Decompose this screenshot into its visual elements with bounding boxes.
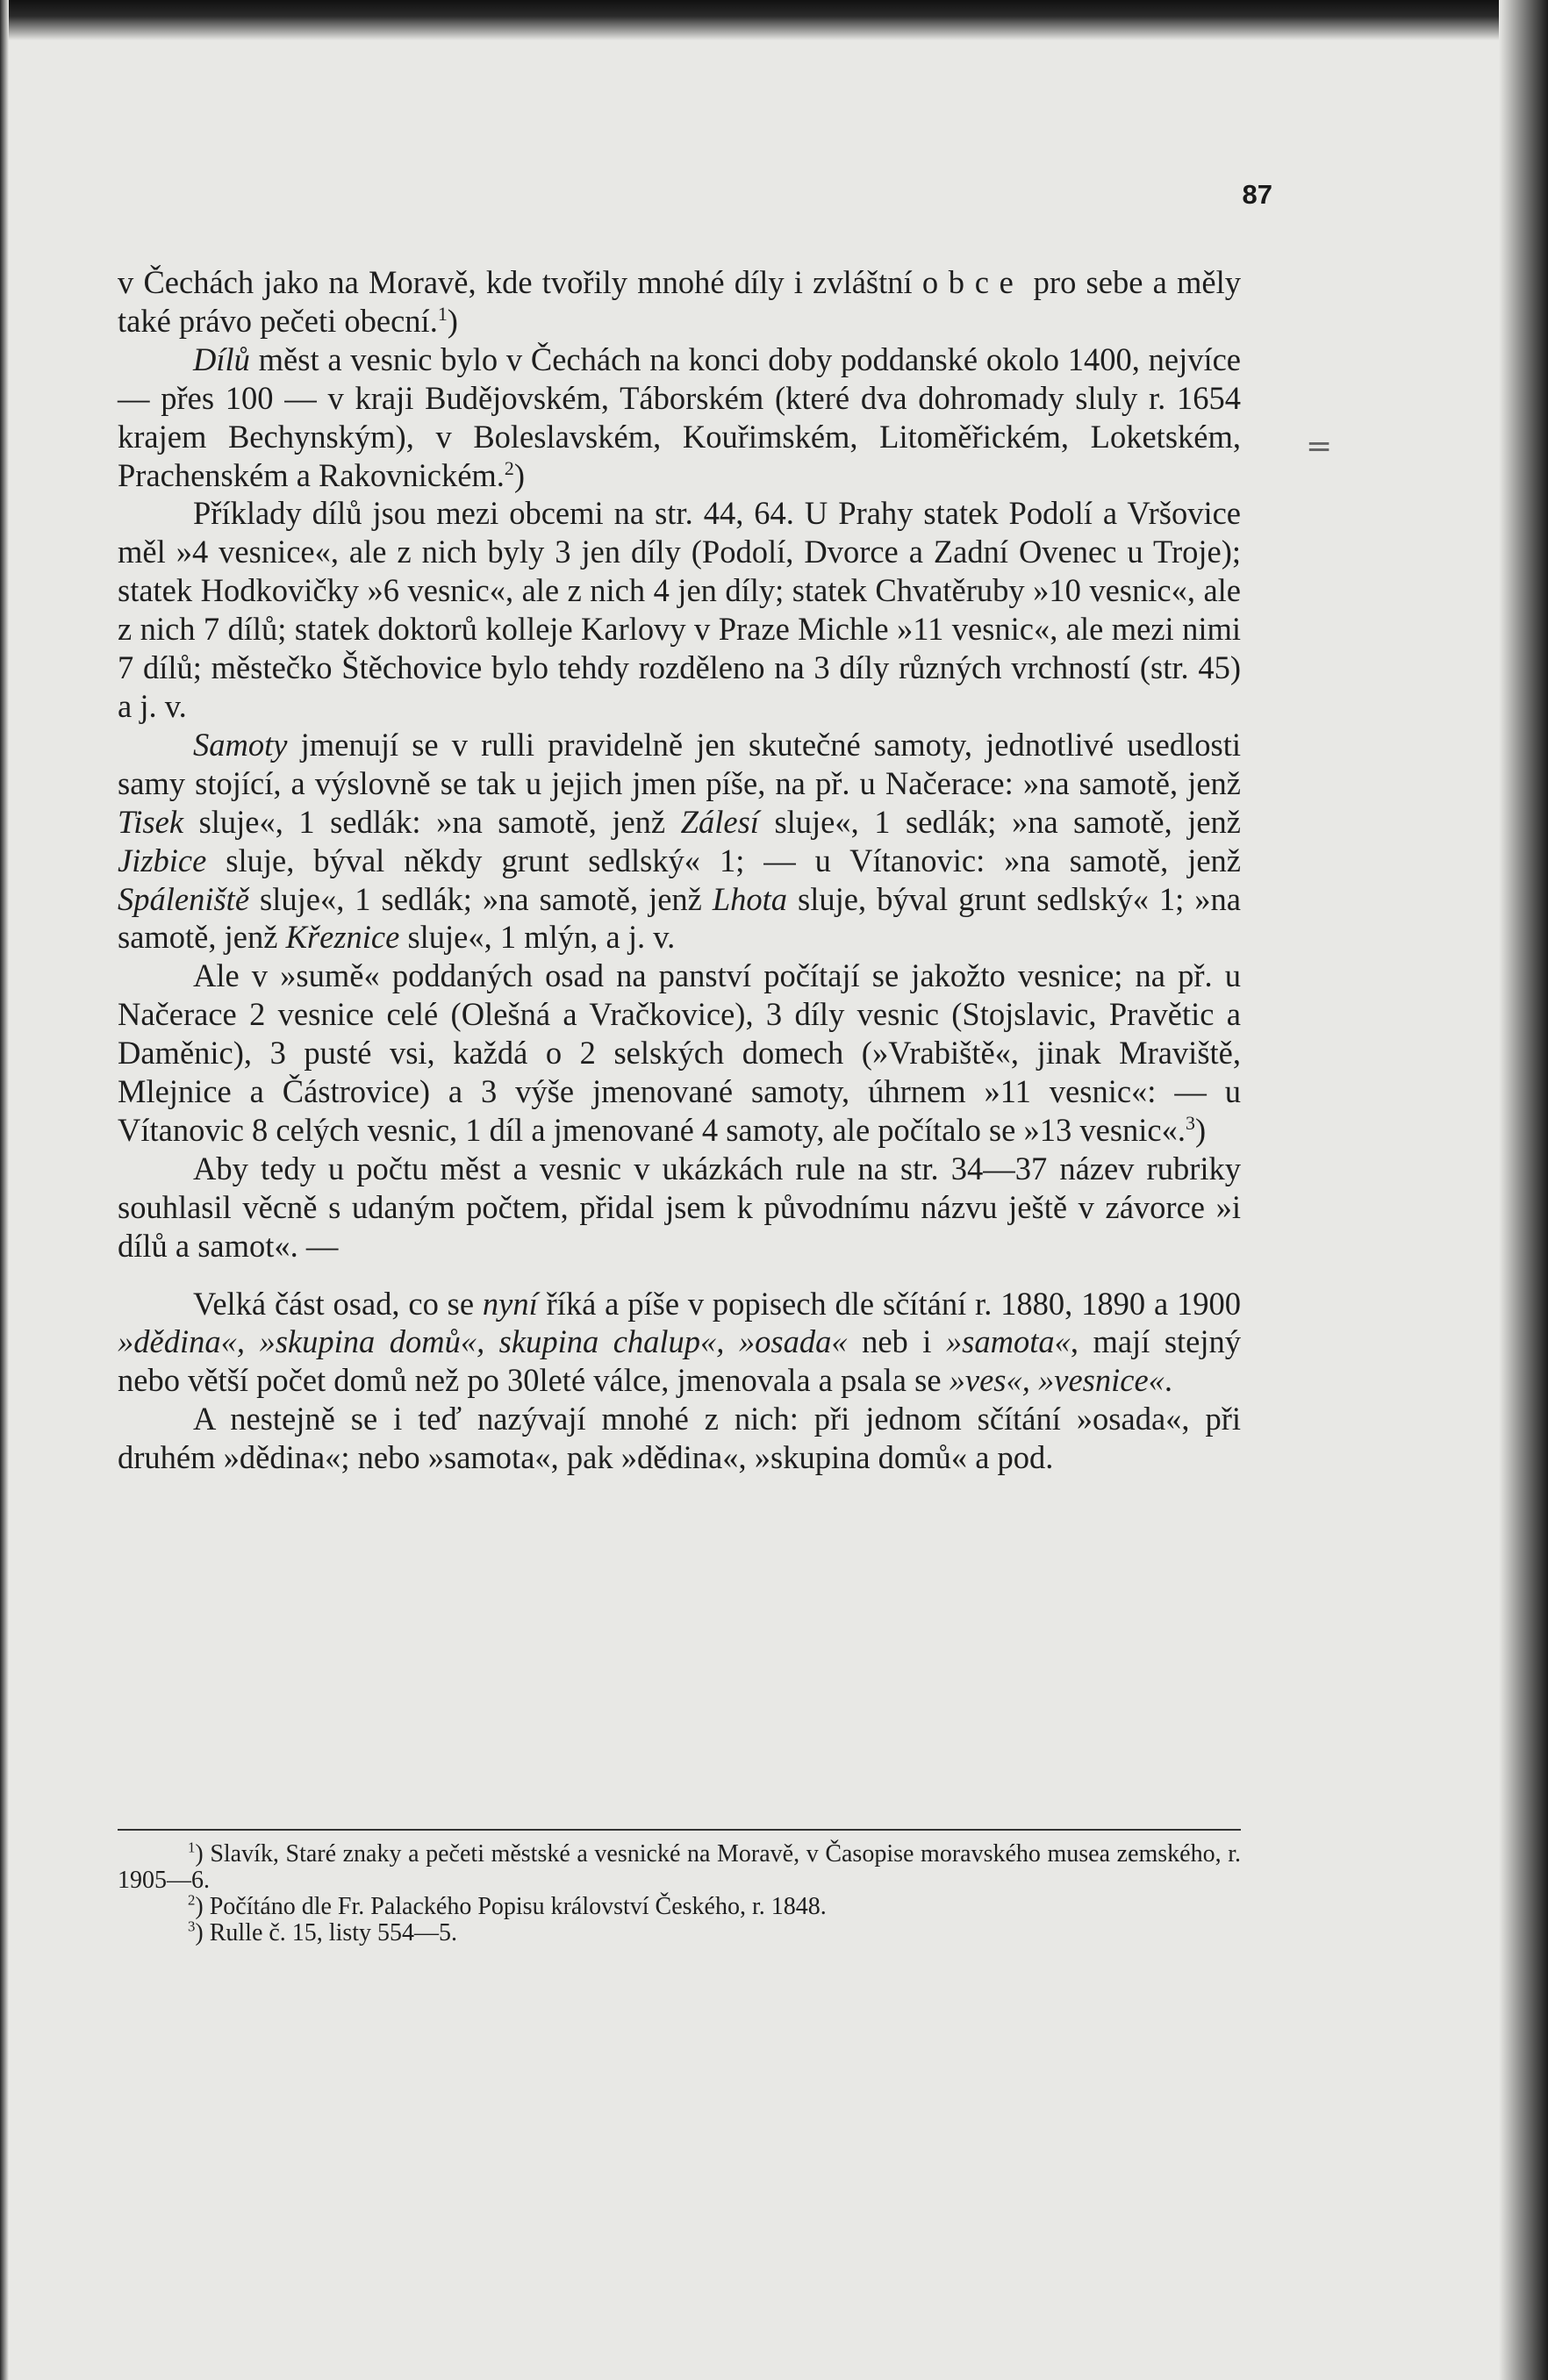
text-run: ) — [1194, 1111, 1207, 1148]
text-run: sluje«, 1 mlýn, a j. v. — [399, 919, 676, 956]
paragraph — [118, 1400, 1241, 1477]
scan-edge-right — [1499, 0, 1548, 2380]
text-run: sluje, býval grunt sedlský« 1; »na samotě, jenž — [118, 880, 1241, 956]
text-run: ) Počítáno dle Fr. Palackého Popisu království Českého, r. 1848. — [195, 1893, 827, 1920]
footnote-ref: 3 — [1186, 1111, 1195, 1134]
text-run: A nestejně se i teď nazývají mnohé z nich: při jednom sčítání »osada«, při druhém »dědina«; nebo »samota«, pak »dědina«, »skupina domů« a pod. — [118, 1401, 1241, 1476]
footnote — [118, 1841, 1241, 1894]
italic-term: Zálesí — [680, 803, 759, 840]
text-run: ) — [447, 302, 458, 339]
scan-edge-left — [0, 0, 9, 2380]
text-run: neb i — [847, 1323, 946, 1360]
paragraph — [118, 263, 1241, 341]
text-run: Příklady dílů jsou mezi obcemi na str. 44, 64. U Prahy statek Podolí a Vršovice měl »4 vesnice«, ale z nich byly 3 jen díly (Podolí, Dvorce a Zadní Ovenec u Troje); statek Hodkovičky »6 vesnic«, ale z nich 4 jen díly; statek Chvatěruby »10 vesnic«, ale z nich 7 dílů; statek doktorů kolleje Karlovy v Praze Michle »11 vesnic«, ale mezi nimi 7 dílů; městečko Štěchovice bylo tehdy rozděleno na 3 díly různých vrchností (str. 45) a j. v. — [118, 495, 1241, 724]
scan-edge-top — [0, 0, 1548, 40]
footnotes — [118, 1829, 1241, 1946]
italic-term: Tisek — [118, 803, 184, 840]
paragraph — [118, 1150, 1241, 1265]
text-run: ) Rulle č. 15, listy 554—5. — [195, 1919, 458, 1946]
text-run: ) Slavík, Staré znaky a pečeti městské a vesnické na Moravě, v Časopise moravského musea zemského, r. 1905—6. — [118, 1840, 1241, 1894]
text-run: pro sebe a měly také právo pečeti obecní. — [118, 264, 1241, 339]
text-run: . — [1164, 1362, 1173, 1399]
paragraph — [118, 341, 1241, 495]
italic-term: Spáleniště — [118, 880, 250, 917]
text-run: sluje, býval někdy grunt sedlský« 1; — u Vítanovic: »na samotě, jenž — [206, 842, 1241, 878]
text-run: měst a vesnic bylo v Čechách na konci doby poddanské okolo 1400, nejvíce — přes 100 — v kraji Budějovském, Táborském (které dva dohromady sluly r. 1654 krajem Bechynským), v Boleslavském, Kouřimském, Litoměřickém, Loketském, Prachenském a Rakovnickém. — [118, 341, 1241, 493]
text-run: Aby tedy u počtu měst a vesnic v ukázkách rule na str. 34—37 název rubriky souhlasil věcně s udaným počtem, přidal jsem k původnímu názvu ještě v závorce »i dílů a samot«. — — [118, 1150, 1241, 1264]
footnote-ref: 1 — [188, 1839, 196, 1856]
italic-term: »ves«, »vesnice« — [949, 1362, 1165, 1399]
footnote-ref: 2 — [504, 456, 514, 479]
text-run: sluje«, 1 sedlák; »na samotě, jenž — [249, 880, 713, 917]
footnote — [118, 1920, 1241, 1946]
text-run: , mají stejný nebo větší počet domů než po 30leté válce, jmenovala a psala se — [118, 1323, 1242, 1399]
italic-term: Lhota — [712, 880, 788, 917]
footnote-ref: 1 — [437, 302, 448, 325]
paragraph — [118, 494, 1241, 725]
italic-term: nyní — [482, 1285, 538, 1322]
italic-term: »dědina«, »skupina domů«, skupina chalup«, »osada« — [118, 1323, 848, 1360]
italic-term: »samota« — [945, 1323, 1071, 1360]
footnote — [118, 1891, 1241, 1920]
text-run: sluje«, 1 sedlák; »na samotě, jenž — [758, 803, 1242, 840]
paragraph — [118, 726, 1241, 957]
page-number: 87 — [1242, 179, 1272, 210]
spaced-term: obce — [921, 264, 1024, 300]
text-run: v Čechách jako na Moravě, kde tvořily mnohé díly i zvláštní — [118, 264, 922, 300]
text-run: Velká část osad, co se — [193, 1285, 483, 1322]
text-run: ) — [513, 456, 526, 493]
paragraph — [118, 1285, 1241, 1401]
footnote-ref: 3 — [188, 1918, 196, 1935]
italic-term: Jizbice — [118, 842, 207, 878]
body-text — [118, 263, 1241, 1477]
text-run: sluje«, 1 sedlák: »na samotě, jenž — [183, 803, 681, 840]
text-run: jmenují se v rulli pravidelně jen skutečné samoty, jednotlivé usedlosti samy stojící, a výslovně se tak u jejich jmen píše, na př. u Načerace: »na samotě, jenž — [118, 726, 1241, 801]
italic-term: Samoty — [193, 726, 288, 763]
paragraph — [118, 957, 1241, 1150]
footnote-ref: 2 — [188, 1891, 196, 1909]
margin-mark: = — [1306, 428, 1333, 464]
text-run: říká a píše v popisech dle sčítání r. 1880, 1890 a 1900 — [537, 1285, 1241, 1322]
italic-term: Dílů — [193, 341, 250, 377]
italic-term: Křeznice — [285, 919, 400, 956]
text-run: Ale v »sumě« poddaných osad na panství počítají se jakožto vesnice; na př. u Načerace 2 vesnice celé (Olešná a Vračkovice), 3 díly vesnic (Stojslavic, Pravětic a Daměnic), 3 pusté vsi, každá o 2 selských domech (»Vrabiště«, jinak Mraviště, Mlejnice a Částrovice) a 3 výše jmenované samoty, úhrnem »11 vesnic«: — u Vítanovic 8 celých vesnic, 1 díl a jmenované 4 samoty, ale počítalo se »13 vesnic«. — [118, 957, 1241, 1148]
